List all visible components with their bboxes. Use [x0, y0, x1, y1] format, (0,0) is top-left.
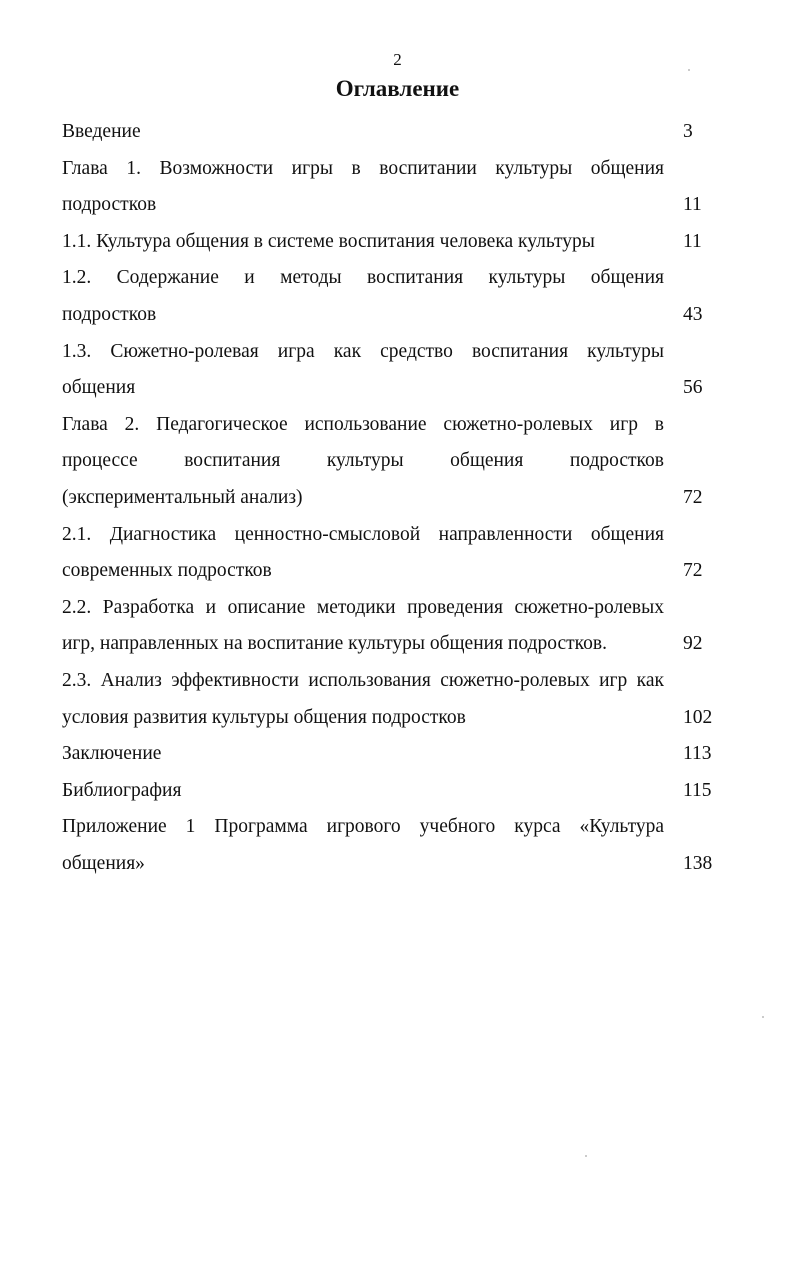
toc-entry-text	[62, 334, 664, 407]
toc-entry	[62, 517, 714, 590]
toc-entry-line: 1.2. Содержание и методы воспитания культуры общения	[62, 267, 664, 289]
toc-page-number: 72	[683, 486, 703, 508]
toc-entry-text	[62, 151, 664, 224]
toc-entry	[62, 809, 714, 882]
toc-entry-text	[62, 773, 664, 810]
table-of-contents	[62, 114, 714, 882]
toc-entry-line: 2.2. Разработка и описание методики проведения сюжетно-ролевых	[62, 596, 664, 618]
toc-entry-line: Глава 1. Возможности игры в воспитании культуры общения	[62, 157, 664, 179]
toc-entry-line: процессе воспитания культуры общения подростков	[62, 450, 664, 472]
toc-entry-text	[62, 260, 664, 333]
toc-entry-text	[62, 407, 664, 517]
toc-page-number: 56	[683, 377, 703, 399]
page-title: Оглавление	[335, 76, 460, 101]
toc-entry	[62, 773, 714, 810]
toc-entry-line: условия развития культуры общения подростков	[62, 706, 466, 728]
toc-entry-line: 2.1. Диагностика ценностно-смысловой направленности общения	[62, 523, 664, 545]
toc-entry	[62, 260, 714, 333]
toc-entry-line: игр, направленных на воспитание культуры общения подростков.	[62, 633, 607, 655]
toc-entry	[62, 736, 714, 773]
toc-page-number: 3	[683, 121, 693, 142]
toc-entry	[62, 663, 714, 736]
toc-page-number: 113	[683, 743, 712, 765]
scan-speck	[762, 1016, 764, 1018]
toc-page-number: 72	[683, 560, 703, 582]
toc-entry-text	[62, 736, 664, 773]
toc-entry-line: 2.3. Анализ эффективности использования сюжетно-ролевых игр как	[62, 669, 664, 691]
toc-entry	[62, 334, 714, 407]
toc-entry-line: современных подростков	[62, 560, 272, 582]
toc-entry	[62, 407, 714, 517]
toc-entry-line: общения»	[62, 852, 145, 874]
toc-entry	[62, 590, 714, 663]
toc-entry-text	[62, 809, 664, 882]
toc-entry-line: Введение	[62, 121, 141, 142]
toc-entry-text	[62, 114, 664, 151]
toc-entry-line: 1.3. Сюжетно-ролевая игра как средство воспитания культуры	[62, 340, 664, 362]
toc-entry-line: общения	[62, 377, 136, 399]
toc-entry-line: Заключение	[62, 743, 162, 765]
toc-page-number: 102	[683, 706, 713, 728]
toc-page-number: 11	[683, 230, 702, 252]
toc-page-number: 115	[683, 779, 712, 801]
toc-page-number: 43	[683, 303, 703, 325]
toc-entry	[62, 224, 714, 261]
toc-entry	[62, 114, 714, 151]
scan-speck	[585, 1155, 587, 1157]
toc-entry-line: подростков	[62, 303, 157, 325]
toc-entry-line: Приложение 1 Программа игрового учебного курса «Культура	[62, 816, 664, 838]
toc-entry-line: Библиография	[62, 779, 182, 801]
toc-entry-line: (экспериментальный анализ)	[62, 486, 303, 508]
toc-entry-line: 1.1. Культура общения в системе воспитания человека культуры	[62, 230, 595, 252]
toc-entry-line: подростков	[62, 194, 157, 216]
toc-entry-text	[62, 517, 664, 590]
toc-page-number: 138	[683, 852, 713, 874]
toc-entry-text	[62, 590, 664, 663]
toc-entry-line: Глава 2. Педагогическое использование сюжетно-ролевых игр в	[62, 413, 664, 435]
scan-speck	[688, 69, 690, 71]
toc-page-number: 92	[683, 633, 703, 655]
toc-entry-text	[62, 663, 664, 736]
toc-entry-text	[62, 224, 664, 261]
toc-page-number: 11	[683, 194, 702, 216]
page-number: 2	[393, 50, 402, 69]
toc-entry	[62, 151, 714, 224]
